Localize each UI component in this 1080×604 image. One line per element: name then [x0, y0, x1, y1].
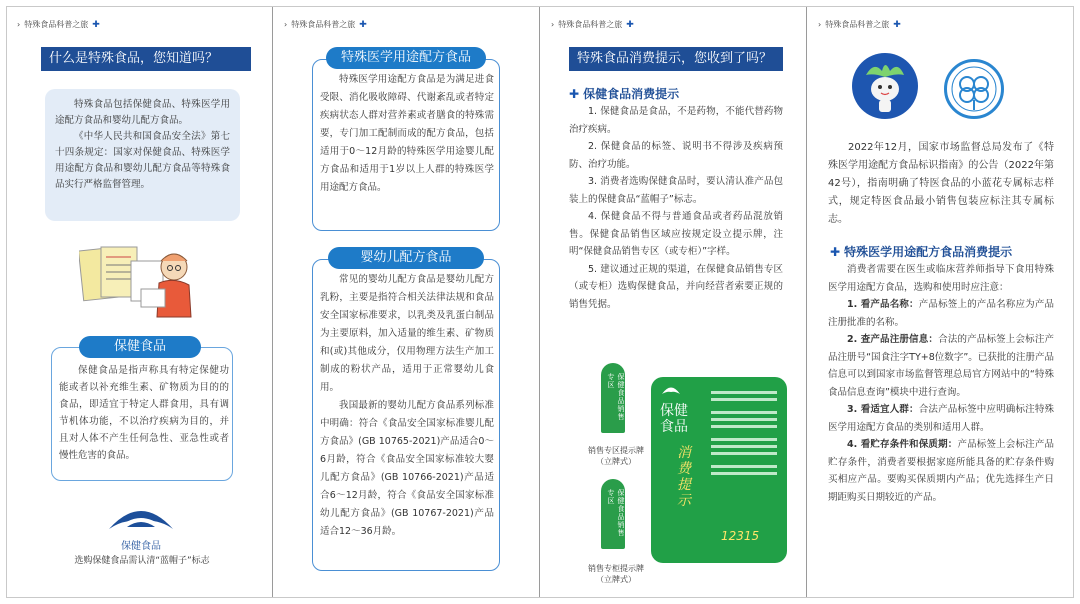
health-food-text: 保健食品是指声称具有特定保健功能或者以补充维生素、矿物质为目的的食品，即适宜于特定人群食用，具有调节机体功能，不以治疗疾病为目的，并且对人体不产生任何急性、亚急性或者慢性危害的食品。 [59, 365, 229, 461]
consumption-poster [651, 377, 787, 563]
poster-subtitle: 消费 提示 [677, 445, 691, 509]
fsmp-intro: 消费者需要在医生或临床营养师指导下食用特殊医学用途配方食品，选购和使用时应注意： [828, 264, 1054, 293]
blue-hat-logo [105, 499, 177, 539]
infant-text: 常见的婴幼儿配方食品是婴幼儿配方乳粉，主要是指符合相关法律法规和食品安全国家标准要求，以乳类及乳蛋白制品为主要原料，加入适量的维生素、矿物质和(或)其他成分，仅用物理方法生产加工制成的粉状产品，适用于正常婴幼儿食用。 我国最新的婴幼儿配方食品系列标准中明确：符合《食品安全国家标准婴儿配方食品》(GB 10765-2021)产品适合0～6月龄，符合《食品安全国家标准较大婴儿配方食品》(GB 10766-2021)产品适合6～12月龄，符合《食品安全国家标准幼儿配方食品》(GB 10767-2021)产品适合12～36月龄。 [320, 274, 494, 537]
sign-caption-2: 销售专柜提示牌 （立牌式） [588, 564, 644, 584]
panel-header: › 特殊食品科普之旅 ✚ [17, 19, 100, 30]
health-food-title: 保健食品 [79, 336, 201, 358]
tip-item: 5. 建议通过正规的渠道，在保健食品销售专区（或专柜）选购保健食品，并向经营者索要正规的销售凭据。 [569, 263, 783, 310]
tip-item: 3. 消费者选购保健食品时，要认清认准产品包装上的保健食品“蓝帽子”标志。 [569, 176, 783, 205]
hotline-number: 12315 [721, 529, 760, 543]
tip-item: 4. 保健食品不得与普通食品或者药品混放销售。保健食品销售区域应按规定设立提示牌，注明“保健食品销售专区（或专柜）”字样。 [569, 211, 783, 257]
intro-text: 特殊食品包括保健食品、特殊医学用途配方食品和婴幼儿配方食品。 [55, 99, 230, 126]
sign-booth-2: 保健食品销售专区 [601, 479, 625, 549]
panel-fsmp-infant [274, 7, 540, 597]
tip-item: 1. 保健食品是食品，不是药物，不能代替药物治疗疾病。 [569, 106, 783, 135]
plus-icon: ✚ [359, 19, 367, 30]
panel-header: › 特殊食品科普之旅 ✚ [284, 19, 367, 30]
section-heading: ✚ 保健食品消费提示 [569, 86, 680, 101]
poster-text-lines [711, 387, 777, 479]
plus-icon: ✚ [830, 244, 841, 259]
intro-box [45, 89, 240, 221]
section-heading: ✚ 特殊医学用途配方食品消费提示 [830, 244, 1013, 259]
panel-header: › 特殊食品科普之旅 ✚ [818, 19, 901, 30]
small-blue-flower-logo [944, 59, 1004, 119]
announcement-text: 2022年12月，国家市场监督总局发布了《特殊医学用途配方食品标识指南》的公告（2022年第42号），指南明确了特医食品的小蓝花专属标志样式，规定特医食品最小销售包装应标注其专属标志。 [828, 142, 1054, 225]
tip-item: 3. 看适宜人群：合法产品标签中应明确标注特殊医学用途配方食品的类别和适用人群。 [828, 404, 1054, 433]
tip-item: 2. 查产品注册信息：合法的产品标签上会标注产品注册号“国食注字TY+8位数字”。已获批的注册产品信息可以到国家市场监督管理总局官方网站中的“特殊食品信息查询”模块中进行查询。 [828, 334, 1054, 398]
blue-hat-logo-text: 保健食品 [121, 541, 161, 552]
infant-title: 婴幼儿配方食品 [328, 247, 484, 269]
tip-item: 4. 看贮存条件和保质期：产品标签上会标注产品贮存条件，消费者要根据家庭所能具备的贮存条件购买相应产品。要购买保质期内产品；优先选择生产日期距购买日期较近的产品。 [828, 439, 1054, 503]
plus-icon: ✚ [893, 19, 901, 30]
fsmp-tips-list [828, 261, 1054, 506]
panel-fsmp-tips [808, 7, 1074, 597]
panel-what-is-special-food [7, 7, 273, 597]
reading-illustration [79, 239, 199, 319]
sign-caption-1: 销售专区提示牌 （立牌式） [588, 446, 644, 466]
panel-health-food-tips [541, 7, 807, 597]
tip-item: 1. 看产品名称：产品标签上的产品名称应为产品注册批准的名称。 [828, 299, 1054, 328]
page-title: 特殊食品消费提示，您收到了吗？ [569, 47, 783, 71]
plus-icon: ✚ [626, 19, 634, 30]
mascot-badge [852, 53, 918, 119]
plus-icon: ✚ [92, 19, 100, 30]
fsmp-text: 特殊医学用途配方食品是为满足进食受限、消化吸收障碍、代谢紊乱或者特定疾病状态人群对营养素或者膳食的特殊需要，专门加工配制而成的配方食品，包括适用于0～12月龄的特殊医学用途婴儿配方食品和适用于1岁以上人群的特殊医学用途配方食品。 [320, 74, 494, 193]
poster-title: 保健 食品 [660, 403, 688, 435]
tip-item: 2. 保健食品的标签、说明书不得涉及疾病预防、治疗功能。 [569, 141, 783, 170]
plus-icon: ✚ [569, 86, 580, 101]
panel-header: › 特殊食品科普之旅 ✚ [551, 19, 634, 30]
law-text: 《中华人民共和国食品安全法》第七十四条规定：国家对保健食品、特殊医学用途配方食品和婴幼儿配方食品等特殊食品实行严格监督管理。 [55, 131, 230, 190]
fsmp-title: 特殊医学用途配方食品 [326, 47, 486, 69]
page-title: 什么是特殊食品，您知道吗？ [41, 47, 251, 71]
health-tips-list [569, 103, 783, 313]
sign-booth-1: 保健食品销售专区 [601, 363, 625, 433]
blue-hat-caption: 选购保健食品需认清“蓝帽子”标志 [74, 556, 210, 566]
blue-hat-icon [661, 383, 681, 397]
